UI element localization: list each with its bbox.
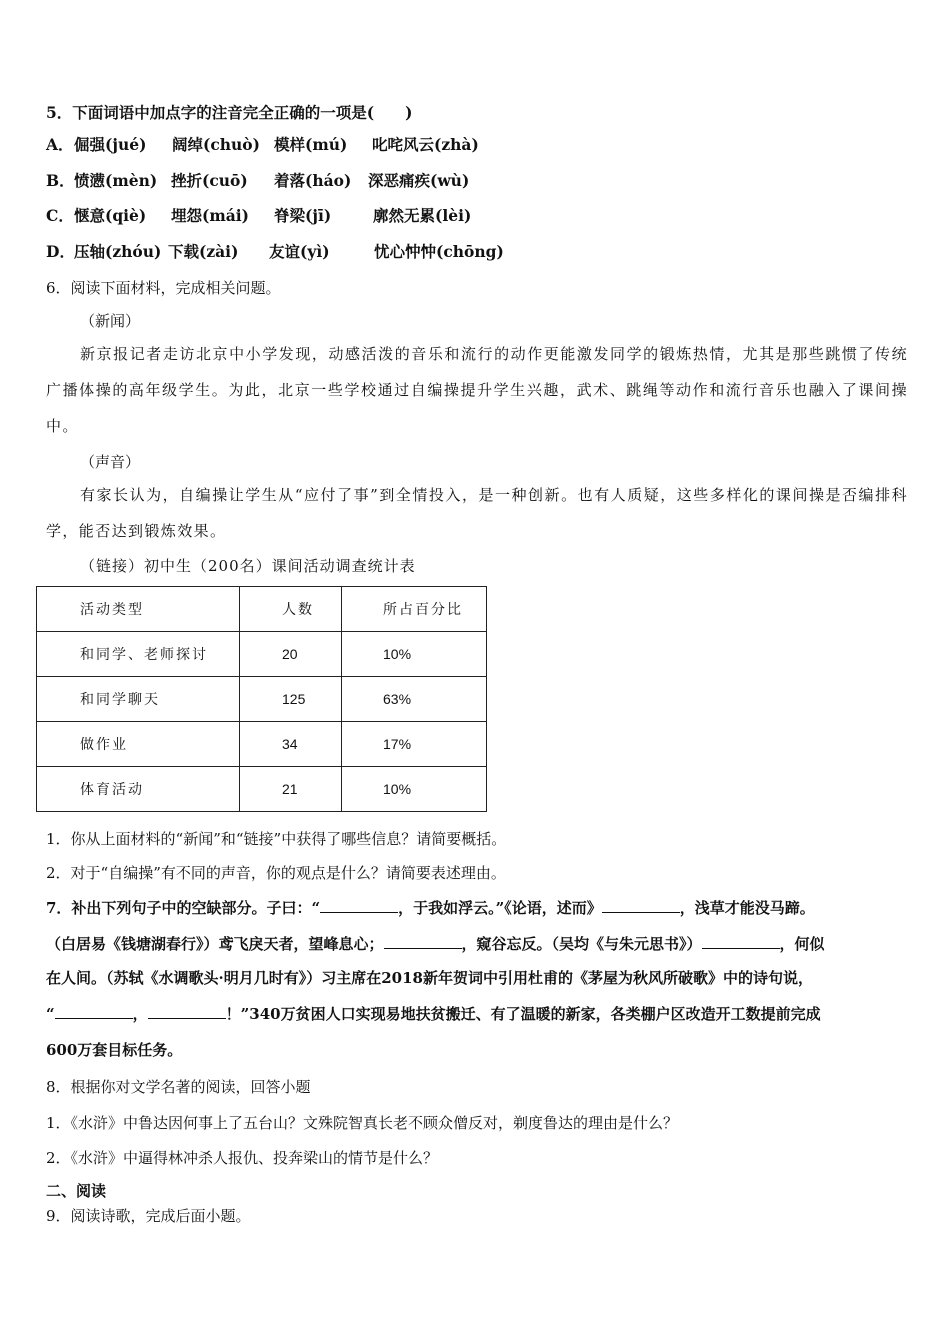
- option-item: 廓然无累(lèi): [373, 206, 472, 225]
- option-item: 愤懑(mèn): [74, 171, 158, 190]
- cell-activity: 体育活动: [37, 767, 240, 812]
- q7-text: ，于我如浮云。”《论语，述而》: [398, 899, 602, 917]
- answer-blank[interactable]: [384, 934, 462, 949]
- header-count: 人数: [240, 587, 342, 632]
- answer-blank[interactable]: [55, 1004, 133, 1019]
- option-item: 下载(zài): [168, 242, 239, 261]
- cell-percentage: 10%: [342, 632, 487, 677]
- table-row: [37, 767, 487, 812]
- q7-line-4: [46, 1004, 821, 1024]
- option-item: 忧心忡忡(chōng): [374, 242, 504, 261]
- section-heading-reading: 二、阅读: [46, 1182, 107, 1200]
- voice-label: （声音）: [80, 453, 141, 471]
- option-label: B．: [46, 171, 75, 190]
- answer-blank[interactable]: [702, 934, 780, 949]
- q7-text: ，: [132, 1005, 148, 1023]
- q7-line-1: [46, 898, 815, 918]
- header-percentage: 所占百分比: [342, 587, 487, 632]
- cell-count: 125: [240, 677, 342, 722]
- header-activity-type: 活动类型: [37, 587, 240, 632]
- q7-line-5: 600万套目标任务。: [46, 1041, 183, 1059]
- q7-text: ，窥谷忘反。（吴均《与朱元思书》）: [461, 935, 702, 953]
- option-item: 友谊(yì): [269, 242, 330, 261]
- news-label: （新闻）: [80, 312, 141, 330]
- cell-activity: 做作业: [37, 722, 240, 767]
- cell-count: 34: [240, 722, 342, 767]
- option-item: 挫折(cuō): [171, 171, 248, 190]
- table-row: [37, 632, 487, 677]
- option-item: 埋怨(mái): [171, 206, 249, 225]
- option-item: 叱咤风云(zhà): [372, 135, 479, 154]
- option-item: 压轴(zhóu): [74, 242, 162, 261]
- q7-line-2: [46, 934, 825, 954]
- table-header-row: [37, 587, 487, 632]
- cell-activity: 和同学聊天: [37, 677, 240, 722]
- voice-paragraph: 有家长认为，自编操让学生从“应付了事”到全情投入，是一种创新。也有人质疑，这些多样化的课间操是否编排科学，能否达到锻炼效果。: [46, 486, 908, 540]
- q6-stem: 6．阅读下面材料，完成相关问题。: [46, 279, 281, 297]
- option-item: 倔强(jué): [74, 135, 147, 154]
- link-label: （链接）初中生（200名）课间活动调查统计表: [80, 557, 416, 575]
- q8-stem: 8．根据你对文学名著的阅读，回答小题: [46, 1078, 311, 1096]
- q6-sub-question-1: 1．你从上面材料的“新闻”和“链接”中获得了哪些信息？请简要概括。: [46, 830, 507, 848]
- table-row: [37, 722, 487, 767]
- option-label: A．: [46, 135, 74, 154]
- answer-blank[interactable]: [602, 898, 680, 913]
- option-item: 阔绰(chuò): [172, 135, 260, 154]
- option-item: 着落(háo): [274, 171, 352, 190]
- option-item: 深恶痛疾(wù): [368, 171, 470, 190]
- q7-text: 7．补出下列句子中的空缺部分。子曰：“: [46, 899, 321, 917]
- answer-blank[interactable]: [320, 898, 398, 913]
- q7-text: “: [46, 1005, 55, 1023]
- q8-sub-question-1: 1．《水浒》中鲁达因何事上了五台山？文殊院智真长老不顾众僧反对，剃度鲁达的理由是什么？: [46, 1114, 679, 1132]
- q5-stem: 5．下面词语中加点字的注音完全正确的一项是( ): [46, 103, 413, 122]
- option-item: 惬意(qiè): [74, 206, 147, 225]
- option-label: D．: [46, 242, 75, 261]
- q6-sub-question-2: 2．对于“自编操”有不同的声音，你的观点是什么？请简要表述理由。: [46, 864, 506, 882]
- answer-blank[interactable]: [148, 1004, 226, 1019]
- option-item: 脊梁(jī): [274, 206, 332, 225]
- cell-percentage: 17%: [342, 722, 487, 767]
- option-item: 模样(mú): [274, 135, 348, 154]
- q7-line-3: 在人间。（苏轼《水调歌头·明月几时有》）习主席在2018新年贺词中引用杜甫的《茅屋为秋风所破歌》中的诗句说，: [46, 969, 813, 987]
- q9-stem: 9．阅读诗歌，完成后面小题。: [46, 1207, 251, 1225]
- survey-table: [36, 586, 487, 812]
- cell-percentage: 10%: [342, 767, 487, 812]
- q8-sub-question-2: 2．《水浒》中逼得林冲杀人报仇、投奔梁山的情节是什么？: [46, 1149, 439, 1167]
- q7-text: （白居易《钱塘湖春行》）鸢飞戾天者，望峰息心；: [46, 935, 384, 953]
- cell-count: 21: [240, 767, 342, 812]
- option-label: C．: [46, 206, 74, 225]
- cell-percentage: 63%: [342, 677, 487, 722]
- q7-text: ，何似: [779, 935, 825, 953]
- cell-activity: 和同学、老师探讨: [37, 632, 240, 677]
- q7-text: ，浅草才能没马蹄。: [679, 899, 815, 917]
- cell-count: 20: [240, 632, 342, 677]
- news-paragraph: 新京报记者走访北京中小学发现，动感活泼的音乐和流行的动作更能激发同学的锻炼热情，尤其是那些跳惯了传统广播体操的高年级学生。为此，北京一些学校通过自编操提升学生兴趣，武术、跳绳等动作和流行音乐也融入了课间操中。: [46, 345, 908, 435]
- table-row: [37, 677, 487, 722]
- q7-text: ！”340万贫困人口实现易地扶贫搬迁、有了温暖的新家，各类棚户区改造开工数提前完成: [225, 1005, 821, 1023]
